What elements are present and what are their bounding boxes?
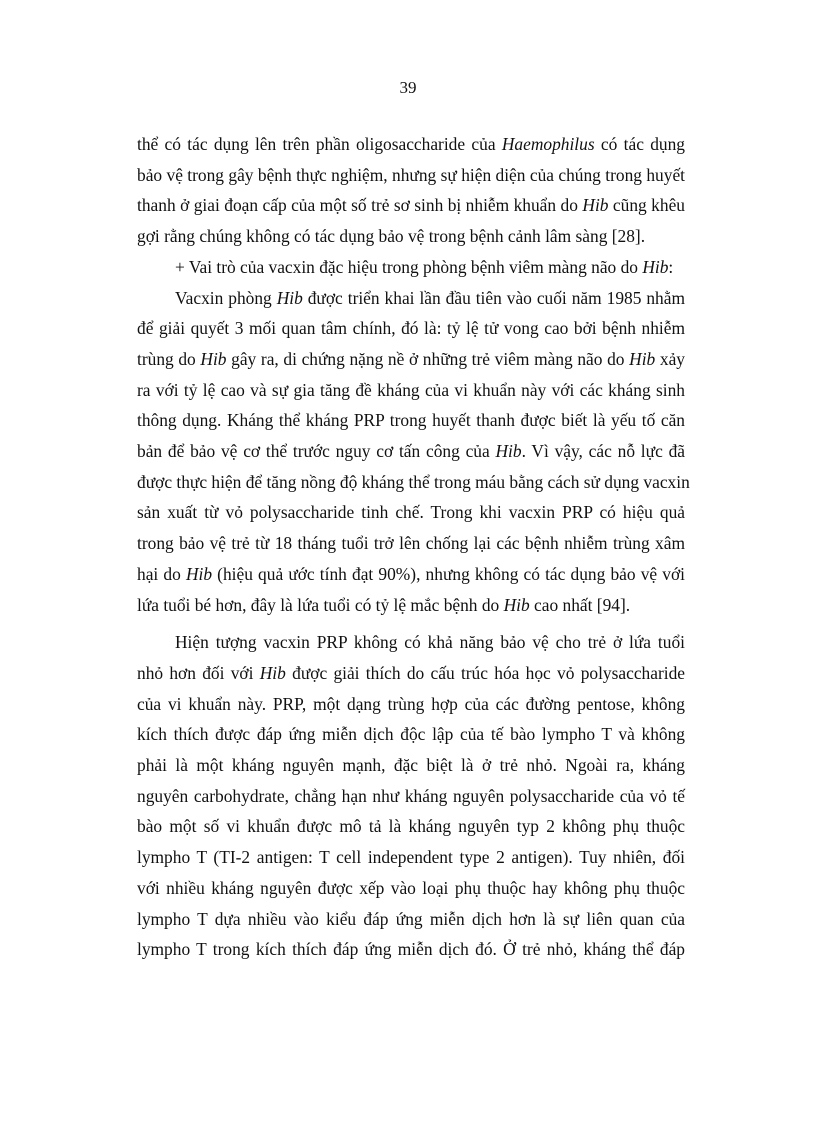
italic-term: Hib: [629, 348, 656, 369]
text-line: [137, 375, 685, 406]
italic-term: Hib: [642, 256, 669, 277]
page-number: 39: [399, 78, 417, 97]
text-run: lứa tuổi bé hơn, đây là lứa tuổi có tỷ lệ mắc bệnh do: [137, 594, 504, 615]
body-text: [137, 129, 690, 965]
text-line: [137, 129, 685, 160]
text-run: thông dụng. Kháng thể kháng PRP trong huyết thanh được biết là yếu tố căn: [137, 410, 685, 431]
text-run: gây ra, di chứng nặng nề ở những trẻ viêm màng não do: [226, 348, 630, 369]
paragraph: [137, 283, 690, 621]
text-run: trùng do: [137, 348, 201, 369]
text-run: Vacxin phòng: [175, 287, 277, 308]
text-run: được thực hiện để tăng nồng độ kháng thể trong máu bằng cách sử dụng vacxin: [137, 471, 690, 492]
text-run: có tác dụng: [594, 134, 686, 154]
italic-term: Hib: [276, 287, 303, 308]
text-line: [137, 719, 685, 750]
text-line: [137, 842, 685, 873]
text-run: trong bảo vệ trẻ từ 18 tháng tuổi trở lên chống lại các bệnh nhiễm trùng xâm: [137, 533, 685, 554]
italic-term: Hib: [495, 441, 522, 462]
text-run: phải là một kháng nguyên mạnh, đặc biệt là ở trẻ nhỏ. Ngoài ra, kháng: [137, 755, 685, 776]
italic-term: Haemophilus: [501, 134, 595, 154]
text-run: + Vai trò của vacxin đặc hiệu trong phòng bệnh viêm màng não do: [175, 256, 643, 277]
text-run: để giải quyết 3 mối quan tâm chính, đó là: tỷ lệ tử vong cao bởi bệnh nhiễm: [137, 318, 685, 339]
text-run: (hiệu quả ước tính đạt 90%), nhưng không có tác dụng bảo vệ với: [212, 563, 685, 584]
text-line: [137, 934, 685, 965]
italic-term: Hib: [503, 594, 530, 615]
text-run: lympho T dựa nhiều vào kiểu đáp ứng miễn dịch hơn là sự liên quan của: [137, 908, 685, 929]
text-run: nguyên carbohydrate, chẳng hạn như kháng nguyên polysaccharide của vỏ tế: [137, 785, 685, 806]
text-run: được giải thích do cấu trúc hóa học vỏ polysaccharide: [285, 662, 685, 683]
text-line: [137, 750, 685, 781]
text-line: [137, 811, 685, 842]
text-line: [137, 528, 685, 559]
text-run: lympho T trong kích thích đáp ứng miễn dịch đó. Ở trẻ nhỏ, kháng thể đáp: [137, 939, 685, 960]
text-run: :: [668, 256, 674, 277]
paragraph: [137, 129, 685, 252]
text-line: [137, 190, 685, 221]
text-line: [137, 405, 685, 436]
text-line: [137, 252, 685, 283]
text-run: Hiện tượng vacxin PRP không có khả năng bảo vệ cho trẻ ở lứa tuổi: [175, 632, 685, 653]
text-line: [137, 689, 685, 720]
italic-term: Hib: [185, 563, 213, 584]
text-run: kích thích được đáp ứng miễn dịch độc lập của tế bào lympho T và không: [137, 724, 685, 745]
text-line: [137, 658, 685, 689]
text-line: [137, 497, 685, 528]
text-line: [137, 313, 685, 344]
italic-term: Hib: [582, 195, 609, 216]
text-run: bào một số vi khuẩn được mô tả là kháng nguyên typ 2 không phụ thuộc: [137, 816, 685, 837]
text-run: nhỏ hơn đối với: [137, 662, 260, 683]
paragraph: [137, 627, 685, 965]
text-run: bảo vệ trong gây bệnh thực nghiệm, nhưng sự hiện diện của chúng trong huyết: [137, 164, 685, 185]
text-line: [137, 781, 685, 812]
text-run: thể có tác dụng lên trên phần oligosaccharide của: [137, 134, 502, 154]
text-run: cao nhất [94].: [529, 594, 631, 615]
text-line: [137, 873, 685, 904]
text-run: thanh ở giai đoạn cấp của một số trẻ sơ sinh bị nhiễm khuẩn do: [137, 195, 583, 216]
paragraph: [137, 252, 685, 283]
text-line: [137, 590, 685, 621]
text-line: [137, 559, 685, 590]
italic-term: Hib: [259, 662, 286, 683]
text-run: được triển khai lần đầu tiên vào cuối năm 1985 nhằm: [302, 287, 685, 308]
text-run: với nhiều kháng nguyên được xếp vào loại phụ thuộc hay không phụ thuộc: [137, 877, 685, 898]
text-line: [137, 467, 690, 498]
text-run: lympho T (TI-2 antigen: T cell independent type 2 antigen). Tuy nhiên, đối: [137, 847, 685, 868]
text-run: cũng khêu: [608, 195, 685, 216]
text-line: [137, 904, 685, 935]
text-run: sản xuất từ vỏ polysaccharide tinh chế. Trong khi vacxin PRP có hiệu quả: [137, 502, 685, 523]
text-run: . Vì vậy, các nỗ lực đã: [521, 441, 685, 462]
text-run: của vi khuẩn này. PRP, một dạng trùng hợp của các đường pentose, không: [137, 693, 685, 714]
text-line: [137, 627, 685, 658]
text-line: [137, 221, 685, 252]
italic-term: Hib: [200, 348, 227, 369]
text-line: [137, 436, 685, 467]
text-run: hại do: [137, 563, 186, 584]
text-run: xảy: [655, 348, 686, 369]
text-run: ra với tỷ lệ cao và sự gia tăng đề kháng của vi khuẩn này với các kháng sinh: [137, 379, 685, 400]
text-line: [137, 283, 685, 314]
text-line: [137, 344, 685, 375]
text-run: gợi rằng chúng không có tác dụng bảo vệ trong bệnh cảnh lâm sàng [28].: [137, 226, 646, 247]
text-run: bản để bảo vệ cơ thể trước nguy cơ tấn công của: [137, 441, 496, 462]
text-line: [137, 160, 685, 191]
